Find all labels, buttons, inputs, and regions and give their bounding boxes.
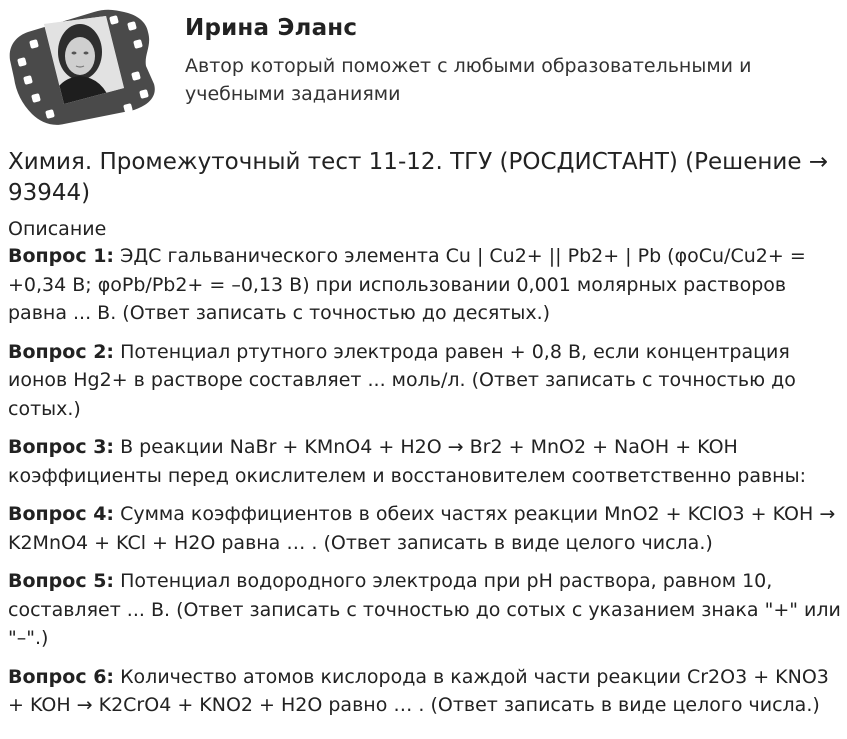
- question-item: [8, 500, 842, 557]
- author-description: Автор который поможет с любыми образовательными и учебными заданиями: [185, 55, 752, 105]
- question-label: Вопрос 2:: [8, 340, 115, 363]
- question-item: [8, 242, 842, 328]
- question-list: [8, 242, 842, 730]
- question-text: Количество атомов кислорода в каждой части реакции Cr2O3 + KNO3 + KOH → K2CrO4 + KNO2 + H2O равно … . (Ответ записать в виде целого числа.): [8, 665, 829, 716]
- question-text: В реакции NaBr + KMnO4 + H2O → Br2 + MnO2 + NaOH + KOH коэффициенты перед окислителем и восстановителем соответственно равны:: [8, 436, 806, 487]
- question-label: Вопрос 1:: [8, 245, 115, 267]
- question-item: [8, 433, 842, 490]
- avatar[interactable]: [6, 6, 158, 126]
- question-item: [8, 663, 842, 720]
- author-name[interactable]: Ирина Эланс: [185, 15, 358, 41]
- question-item: [8, 338, 842, 424]
- question-label: Вопрос 6:: [8, 665, 115, 688]
- film-strip-avatar-icon: [6, 6, 158, 126]
- question-text: Потенциал водородного электрода при pH раствора, равном 10, составляет ... В. (Ответ записать с точностью до сотых с указанием знака "+" или "–".): [8, 570, 841, 649]
- question-text: ЭДС гальванического элемента Cu | Cu2+ || Pb2+ | Pb (φoCu/Cu2+ = +0,34 В; φoPb/Pb2+ = –0,13 В) при использовании 0,001 молярных растворов равна ... В. (Ответ записать с точностью до десятых.): [8, 245, 806, 324]
- question-item: [8, 567, 842, 653]
- page-title: Химия. Промежуточный тест 11-12. ТГУ (РОСДИСТАНТ) (Решение → 93944): [8, 149, 829, 206]
- question-label: Вопрос 3:: [8, 436, 115, 458]
- author-block: [6, 6, 841, 126]
- question-text: Сумма коэффициентов в обеих частях реакции MnO2 + KClO3 + KOH → K2MnO4 + KCl + H2O равна … . (Ответ записать в виде целого числа.): [8, 503, 836, 554]
- question-text: Потенциал ртутного электрода равен + 0,8 В, если концентрация ионов Hg2+ в растворе составляет ... моль/л. (Ответ записать с точностью до сотых.): [8, 340, 796, 420]
- question-label: Вопрос 4:: [8, 503, 115, 525]
- question-label: Вопрос 5:: [8, 570, 115, 592]
- description-label: Описание: [8, 218, 107, 240]
